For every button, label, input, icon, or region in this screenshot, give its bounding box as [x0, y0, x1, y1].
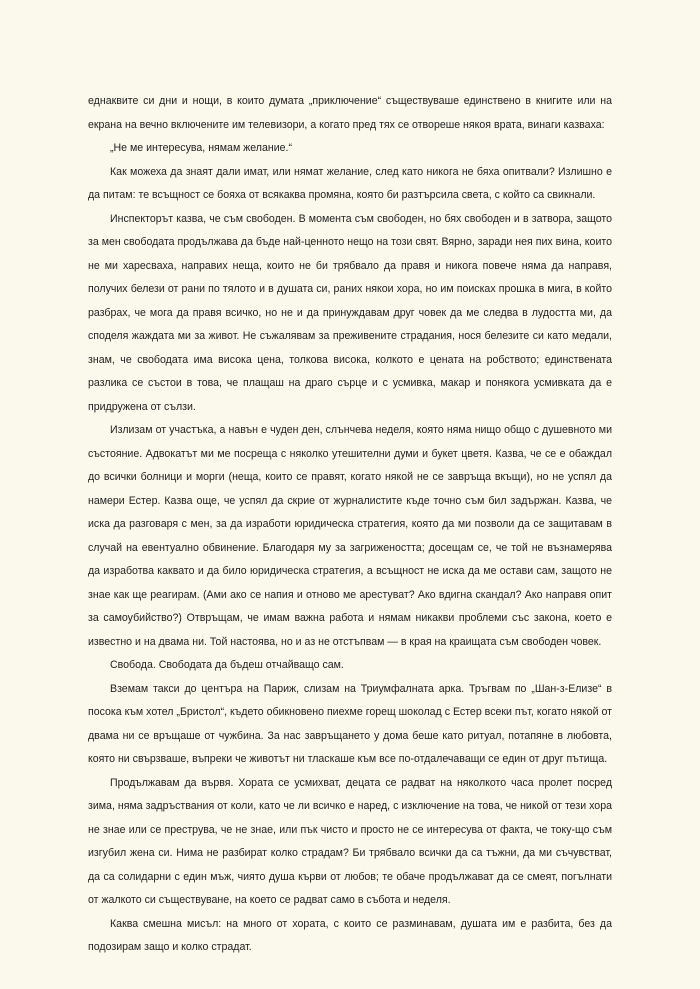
paragraph: Инспекторът казва, че съм свободен. В момента съм свободен, но бях свободен и в затвора, защото за мен свободата продължава да бъде най-ценното нещо на този свят. Вярно, заради нея пих вина, които не ми харесваха, направих неща, които не би трябвало да правя и никога повече няма да направя, получих белези от рани по тялото и в душата си, раних някои хора, но им поисках прошка в мига, в който разбрах, че мога да правя всичко, но не и да принуждавам друг човек да ме следва в лудостта ми, да споделя жаждата ми за живот. Не съжалявам за преживените страдания, нося белезите си като медали, знам, че свободата има висока цена, толкова висока, колкото е цената на робството; единствената разлика се състои в това, че плащаш на драго сърце и с усмивка, макар и понякога усмивката да е придружена от сълзи. — [88, 212, 612, 413]
body-text — [88, 90, 612, 960]
paragraph: Каква смешна мисъл: на много от хората, с които се разминавам, душата им е разбита, без да подозирам защо и колко страдат. — [88, 917, 612, 953]
paragraph: Продължавам да вървя. Хората се усмихват, децата се радват на няколкото часа пролет посред зима, няма задръствания от коли, като че ли всичко е наред, с изключение на това, че никой от тези хора не знае или се преструва, че не знае, или пък чисто и просто не се интересува от факта, че току-що съм изгубил жена си. Нима не разбират колко страдам? Би трябвало всички да са тъжни, да ми съчувстват, да са солидарни с един мъж, чиято душа кърви от любов; те обаче продължават да се смеят, погълнати от жалкото си съществуване, на което се радват само в събота и неделя. — [88, 776, 612, 906]
paragraph: Как можеха да знаят дали имат, или нямат желание, след като никога не бяха опитвали? Излишно е да питам: те всъщност се бояха от всякаква промяна, която би разтърсила света, с който са свикнали. — [88, 165, 612, 201]
paragraph: „Не ме интересува, нямам желание.“ — [110, 142, 293, 154]
paragraph: Излизам от участъка, а навън е чуден ден, слънчева неделя, която няма нищо общо с душевното ми състояние. Адвокатът ми ме посреща с няколко утешителни думи и букет цветя. Казва, че се е обаждал до всички болници и морги (неща, които се правят, когато някой не се завръща вкъщи), но не успял да намери Естер. Казва още, че успял да скрие от журналистите къде точно съм бил задържан. Казва, че иска да разговаря с мен, за да изработи юридическа стратегия, която да ми позволи да се защитавам в случай на евентуално обвинение. Благодаря му за загрижеността; досещам се, че той не възнамерява да изработва каквато и да било юридическа стратегия, а всъщност не иска да ме остави сам, защото не знае как ще реагирам. (Ами ако се напия и отново ме арестуват? Ако вдигна скандал? Ако направя опит за самоубийство?) Отвръщам, че имам важна работа и нямам никакви проблеми със закона, което е известно и на двама ни. Той настоява, но и аз не отстъпвам — в края на краищата съм свободен човек. — [88, 424, 612, 648]
paragraph: Свобода. Свободата да бъдеш отчайващо сам. — [110, 659, 344, 671]
paragraph: еднаквите си дни и нощи, в които думата „приключение“ съществуваше единствено в книгите или на екрана на вечно включените им телевизори, а когато пред тях се отвореше някоя врата, винаги казваха: — [88, 95, 612, 131]
paragraph: Вземам такси до центъра на Париж, слизам на Триумфалната арка. Тръгвам по „Шан-з-Елизе“ в посока към хотел „Бристол“, където обикновено пиехме горещ шоколад с Естер всеки път, когато някой от двама ни се връщаше от чужбина. За нас завръщането у дома беше като ритуал, потапяне в любовта, която ни свързваше, въпреки че животът ни тласкаше към все по-отдалечаващи се един от друг пътища. — [88, 682, 612, 765]
